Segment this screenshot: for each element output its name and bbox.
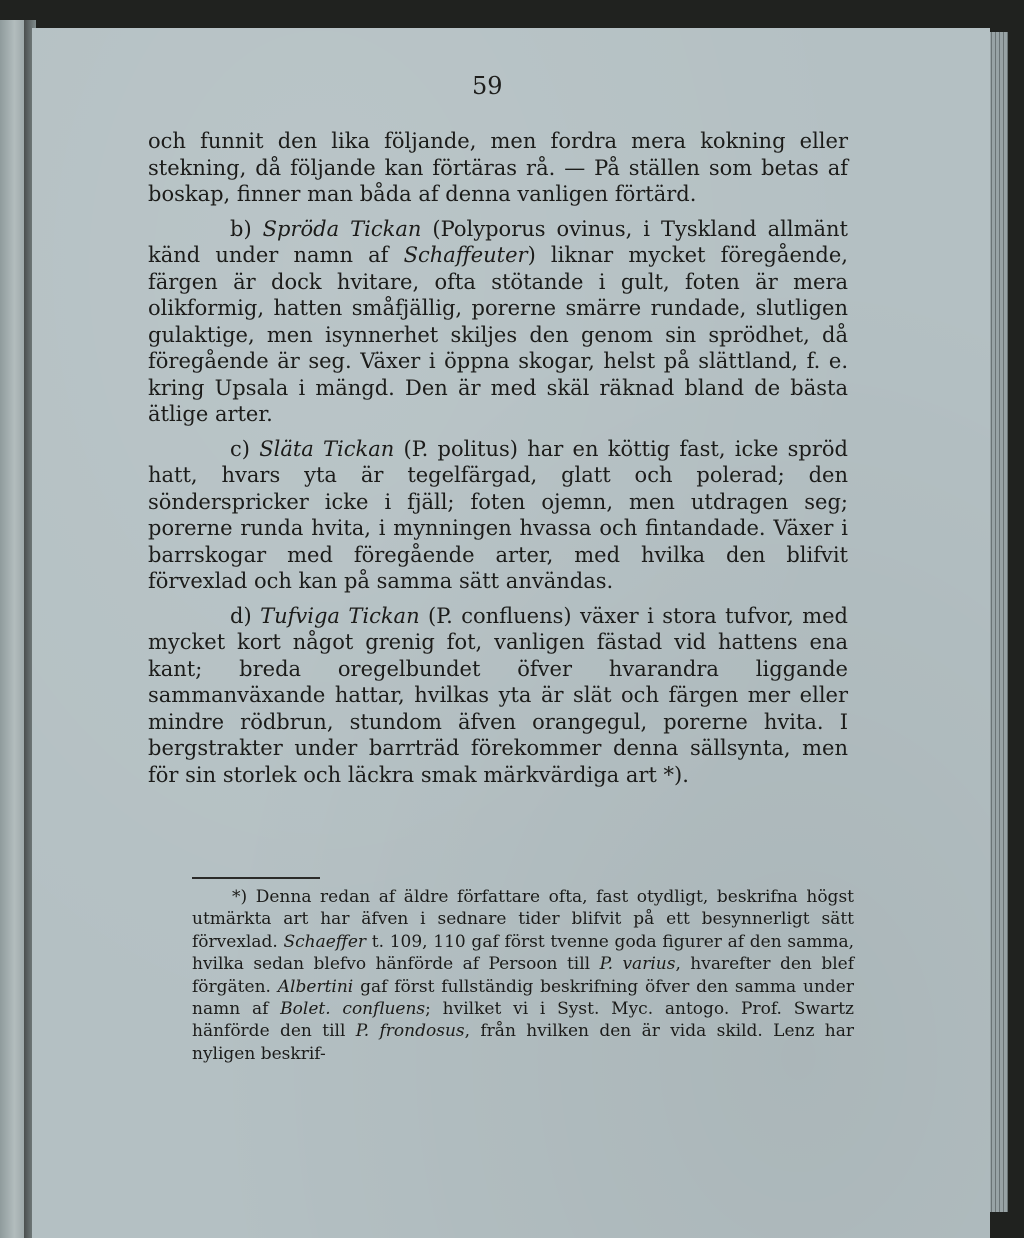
footnote-divider — [192, 877, 320, 879]
paragraph-d — [148, 603, 848, 789]
footnote-ref-albertini: Albertini — [277, 976, 354, 997]
species-name-b: Spröda Tickan — [262, 216, 422, 241]
footnote — [192, 886, 854, 1065]
body-text — [148, 128, 848, 796]
paragraph-b-label: b) — [230, 216, 252, 241]
footnote-text-2: t. 109, 110 gaf först tvenne goda figurer af den samma, hvilka sedan blefvo hänförde af Persoon till — [192, 931, 854, 975]
paragraph-c — [148, 436, 848, 595]
book-page — [32, 28, 990, 1238]
footnote-text-5: ; hvilket vi i Syst. Myc. antogo. Prof. Swartz hänförde den till — [192, 999, 854, 1042]
paragraph-d-text: (P. confluens) växer i stora tufvor, med mycket kort något grenig fot, vanligen fästad vid hattens ena kant; breda oregelbundet öfver hvarandra liggande sammanväxande hattar, hvilkas yta är slät och färgen mer eller mindre rödbrun, stundom äfven orangegul, porerne hvita. I bergstrakter under barrträd förekommer denna sällsynta, men för sin storlek och läckra smak märkvärdiga art *). — [148, 603, 848, 787]
page-number: 59 — [472, 72, 503, 100]
paragraph-continuation: och funnit den lika följande, men fordra mera kokning eller stekning, då följande kan förtäras rå. — På ställen som betas af boskap, finner man båda af denna vanligen förtärd. — [148, 129, 848, 206]
footnote-ref-schaeffer: Schaeffer — [283, 931, 367, 952]
footnote-ref-bolet-confluens: Bolet. confluens — [280, 999, 426, 1020]
paragraph-c-text: (P. politus) har en köttig fast, icke spröd hatt, hvars yta är tegelfärgad, glatt och polerad; den sönderspricker icke i fjäll; foten ojemn, men utdragen seg; porerne runda hvita, i mynningen hvassa och fintandade. Växer i barrskogar med föregående arter, med hvilka den blifvit förvexlad och kan på samma sätt användas. — [148, 436, 848, 593]
footnote-text-6: , från hvilken den är vida skild. Lenz har nyligen beskrif- — [192, 1021, 854, 1064]
species-name-c: Släta Tickan — [259, 436, 395, 461]
footnote-text-4: gaf först fullständig beskrifning öfver den samma under namn af — [192, 976, 854, 1020]
footnote-ref-p-frondosus: P. frondosus — [355, 1021, 465, 1042]
footnote-marker: *) — [232, 887, 248, 907]
paragraph-b — [148, 216, 848, 428]
paragraph-b-text1: (Polyporus ovinus, i Tyskland allmänt känd under namn af — [148, 216, 848, 267]
author-name-b: Schaffeuter — [403, 243, 528, 267]
footnote-ref-p-varius: P. varius — [599, 954, 676, 975]
paragraph-d-label: d) — [230, 603, 252, 628]
species-name-d: Tufviga Tickan — [260, 603, 420, 628]
paragraph-c-label: c) — [230, 436, 250, 461]
footnote-text-3: , hvarefter den blef förgäten. — [192, 954, 854, 997]
paragraph-b-text2: ) liknar mycket föregående, färgen är dock hvitare, ofta stötande i gult, foten är mera olikformig, hatten småfjällig, porerne smärre rundade, slutligen gulaktige, men isynnerhet skiljes den genom sin sprödhet, då föregående är seg. Växer i öppna skogar, helst på slättland, f. e. kring Upsala i mängd. Den är med skäl räknad bland de bästa ätlige arter. — [148, 243, 848, 426]
left-page-edge — [0, 20, 24, 1238]
footnote-text-1: Denna redan af äldre författare ofta, fast otydligt, beskrifna högst utmärkta art har äfven i sednare tider blifvit på ett besynnerligt sätt förvexlad. — [192, 887, 854, 952]
